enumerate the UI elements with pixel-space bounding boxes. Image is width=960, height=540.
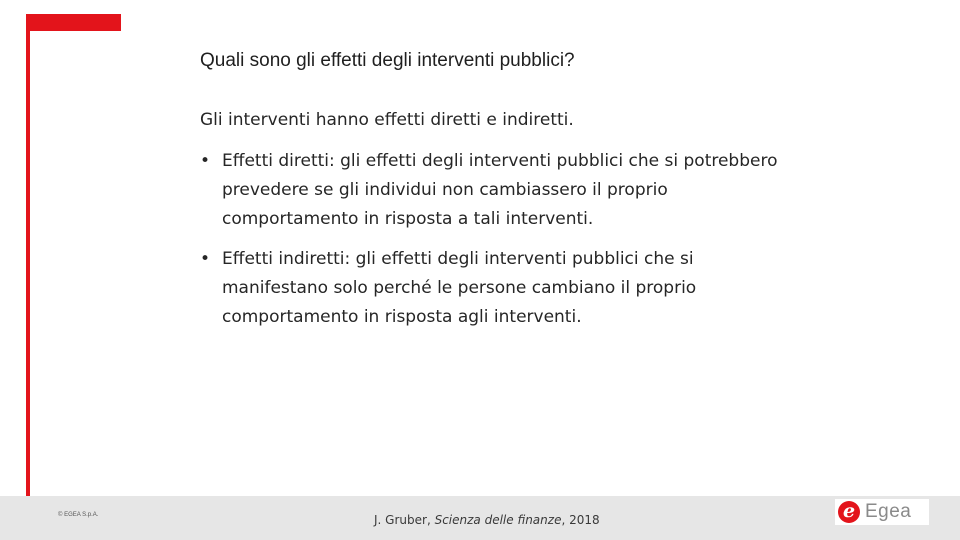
egea-logo-icon: e — [838, 501, 860, 523]
citation-author: J. Gruber, — [374, 513, 435, 527]
red-frame-left-bar — [26, 14, 30, 496]
slide-title: Quali sono gli effetti degli interventi pubblici? — [200, 50, 575, 71]
copyright-notice: © EGEA S.p.A. — [58, 512, 99, 518]
egea-logo-text: Egea — [865, 501, 912, 522]
citation-year: , 2018 — [561, 513, 600, 527]
footer-bar — [0, 496, 960, 540]
bullet-text: Effetti diretti: gli effetti degli interventi pubblici che si potrebbero prevedere se gli individui non cambiassero il proprio comportamento in risposta a tali interventi. — [222, 151, 778, 229]
bullet-dot-icon: • — [200, 151, 211, 171]
red-frame-top-bar — [26, 14, 121, 31]
bullet-dot-icon: • — [200, 249, 211, 269]
source-citation — [374, 513, 600, 527]
bullet-direct-effects — [200, 147, 780, 234]
bullet-text: Effetti indiretti: gli effetti degli interventi pubblici che si manifestano solo perché le persone cambiano il proprio comportamento in risposta agli interventi. — [222, 249, 697, 327]
egea-logo — [835, 499, 929, 525]
citation-book-title: Scienza delle finanze — [434, 513, 562, 527]
lead-sentence: Gli interventi hanno effetti diretti e indiretti. — [200, 110, 574, 130]
bullet-indirect-effects — [200, 245, 780, 332]
